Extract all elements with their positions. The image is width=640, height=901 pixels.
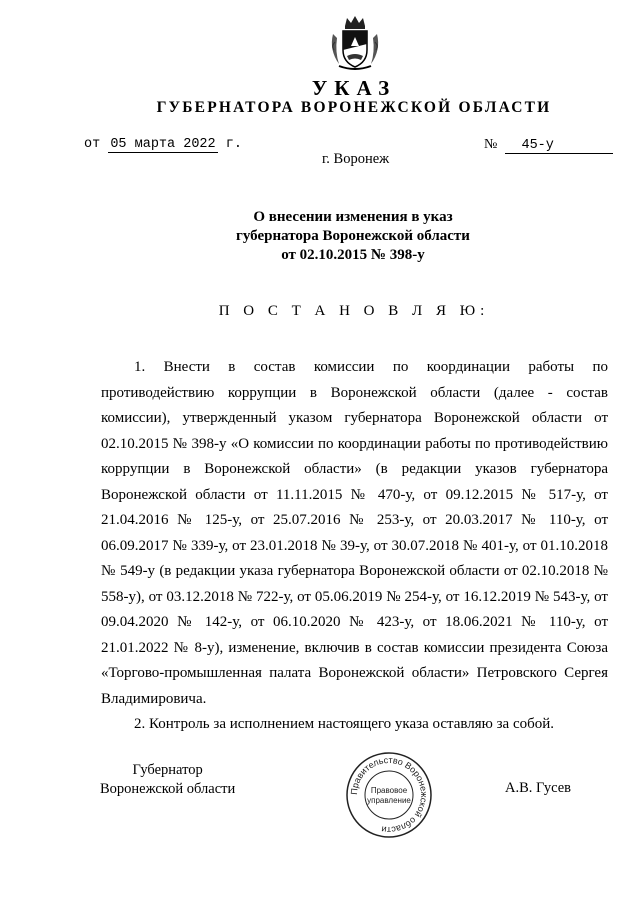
- document-subtitle: ГУБЕРНАТОРА ВОРОНЕЖСКОЙ ОБЛАСТИ: [156, 99, 552, 116]
- stamp-inner-line: управление: [367, 796, 411, 805]
- date-suffix: г.: [225, 137, 242, 152]
- stamp-inner-line: Правовое: [370, 786, 408, 795]
- signatory-position: [100, 761, 235, 799]
- document-body: [101, 355, 608, 738]
- decree-word: П О С Т А Н О В Л Я Ю:: [218, 303, 490, 319]
- document-title: УКАЗ: [311, 76, 397, 100]
- date-line: [84, 137, 242, 152]
- date-prefix: от: [84, 137, 101, 152]
- heading-line: О внесении изменения в указ: [253, 209, 453, 225]
- legal-department-stamp: [344, 750, 434, 840]
- number-value: 45-у: [505, 138, 613, 154]
- signatory-name: А.В. Гусев: [505, 780, 571, 796]
- paragraph: 2. Контроль за исполнением настоящего указа оставляю за собой.: [134, 716, 555, 732]
- heading-line: от 02.10.2015 № 398-у: [281, 247, 425, 263]
- city: г. Воронеж: [322, 151, 390, 167]
- position-line: Губернатор: [132, 762, 203, 778]
- voronezh-coat-of-arms-icon: [325, 12, 385, 72]
- heading-line: губернатора Воронежской области: [236, 228, 470, 244]
- position-line: Воронежской области: [100, 781, 236, 797]
- number-line: [484, 137, 613, 154]
- number-sign: №: [484, 137, 498, 152]
- date-value: 05 марта 2022: [110, 137, 216, 152]
- stamp-outer-text: Правительство Воронежской области: [348, 754, 430, 836]
- paragraph: 1. Внести в состав комиссии по координации работы по противодействию коррупции в Воронежской области (далее - состав комиссии), утвержденный указом губернатора Воронежской области от 02.10.2015 № 398-у «О комиссии по координации работы по противодействию коррупции в Воронежской области» (в редакции указов губернатора Воронежской области от 11.11.2015 № 470-у, от 09.12.2015 № 517-у, от 21.04.2016 № 125-у, от 25.07.2016 № 253-у, от 20.03.2017 № 110-у, от 06.09.2017 № 339-у, от 23.01.2018 № 39-у, от 30.07.2018 № 401-у, от 01.10.2018 № 549-у (в редакции указа губернатора Воронежской области от 02.10.2018 № 558-у), от 03.12.2018 № 722-у, от 05.06.2019 № 254-у, от 16.12.2019 № 543-у, от 09.04.2020 № 142-у, от 06.10.2020 № 423-у, от 18.06.2021 № 110-у, от 21.01.2022 № 8-у), изменение, включив в состав комиссии президента Союза «Торгово-промышленная палата Воронежской области» Петровского Сергея Владимировича.: [101, 359, 608, 707]
- document-heading: [120, 208, 586, 265]
